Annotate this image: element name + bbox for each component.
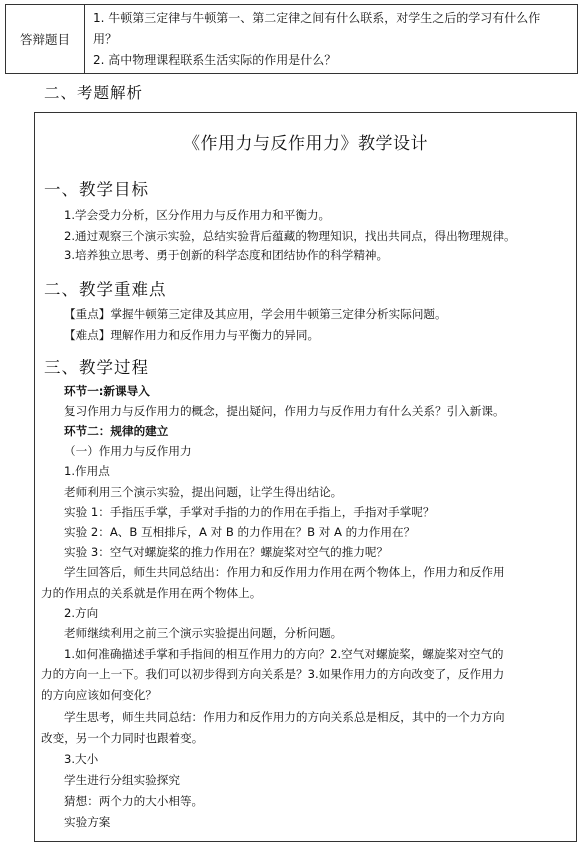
process-line: 学生回答后，师生共同总结出：作用力和反作用力作用在两个物体上，作用力和反作用 (64, 565, 505, 579)
process-line: 实验方案 (64, 815, 111, 829)
stage-2-heading: 环节二：规律的建立 (64, 424, 169, 438)
question-2: 2. 高中物理课程联系生活实际的作用是什么？ (93, 53, 337, 67)
process-heading: 三、教学过程 (44, 358, 149, 377)
doc-title: 《作用力与反作用力》教学设计 (183, 134, 428, 154)
process-line: 力的作用点的关系就是作用在两个物体上。 (41, 586, 262, 600)
defense-questions-table (5, 4, 578, 74)
lesson-plan-box (34, 112, 577, 842)
process-line: 3.大小 (64, 752, 99, 766)
process-line: 学生思考，师生共同总结：作用力和反作用力的方向关系总是相反，其中的一个力方向 (64, 710, 505, 724)
process-line: 实验 2：A、B 互相排斥，A 对 B 的力作用在？B 对 A 的力作用在？ (64, 525, 416, 539)
question-1-line-1: 1. 牛顿第三定律与牛顿第一、第二定律之间有什么联系，对学生之后的学习有什么作 (93, 11, 541, 25)
goal-item: 2.通过观察三个演示实验，总结实验背后蕴藏的物理知识，找出共同点，得出物理规律。 (64, 229, 516, 243)
goal-item: 1.学会受力分析，区分作用力与反作用力和平衡力。 (64, 208, 331, 222)
defense-label: 答辩题目 (6, 5, 85, 74)
stage-1-heading: 环节一:新课导入 (64, 384, 150, 398)
process-line: 1.如何准确描述手掌和手指间的相互作用力的方向？2.空气对螺旋桨，螺旋桨对空气的 (64, 647, 504, 661)
defense-questions (85, 5, 578, 74)
process-line: 猜想：两个力的大小相等。 (64, 794, 204, 808)
process-line: 学生进行分组实验探究 (64, 773, 180, 787)
focus-point: 【重点】掌握牛顿第三定律及其应用，学会用牛顿第三定律分析实际问题。 (64, 307, 447, 321)
goals-heading: 一、教学目标 (44, 180, 149, 199)
process-line: 1.作用点 (64, 464, 110, 478)
process-line: 改变，另一个力同时也跟着变。 (41, 731, 204, 745)
process-line: 老师继续利用之前三个演示实验提出问题，分析问题。 (64, 626, 343, 640)
question-1-line-2: 用？ (93, 32, 118, 46)
process-line: 2.方向 (64, 606, 99, 620)
process-line: 实验 3：空气对螺旋桨的推力作用在？螺旋桨对空气的推力呢？ (64, 545, 389, 559)
process-line: （一）作用力与反作用力 (64, 444, 192, 458)
process-line: 的方向应该如何变化？ (41, 688, 157, 702)
keypoints-heading: 二、教学重难点 (44, 280, 167, 299)
process-line: 实验 1：手指压手掌，手掌对手指的力的作用在手指上，手指对手掌呢？ (64, 505, 435, 519)
goal-item: 3.培养独立思考、勇于创新的科学态度和团结协作的科学精神。 (64, 248, 389, 262)
process-line: 复习作用力与反作用力的概念，提出疑问，作用力与反作用力有什么关系？引入新课。 (64, 404, 505, 418)
process-line: 老师利用三个演示实验，提出问题，让学生得出结论。 (64, 485, 343, 499)
difficulty-point: 【难点】理解作用力和反作用力与平衡力的异同。 (64, 328, 320, 342)
section-heading: 二、考题解析 (44, 84, 144, 102)
process-line: 力的方向一上一下。我们可以初步得到方向关系是？3.如果作用力的方向改变了，反作用力 (41, 667, 505, 681)
